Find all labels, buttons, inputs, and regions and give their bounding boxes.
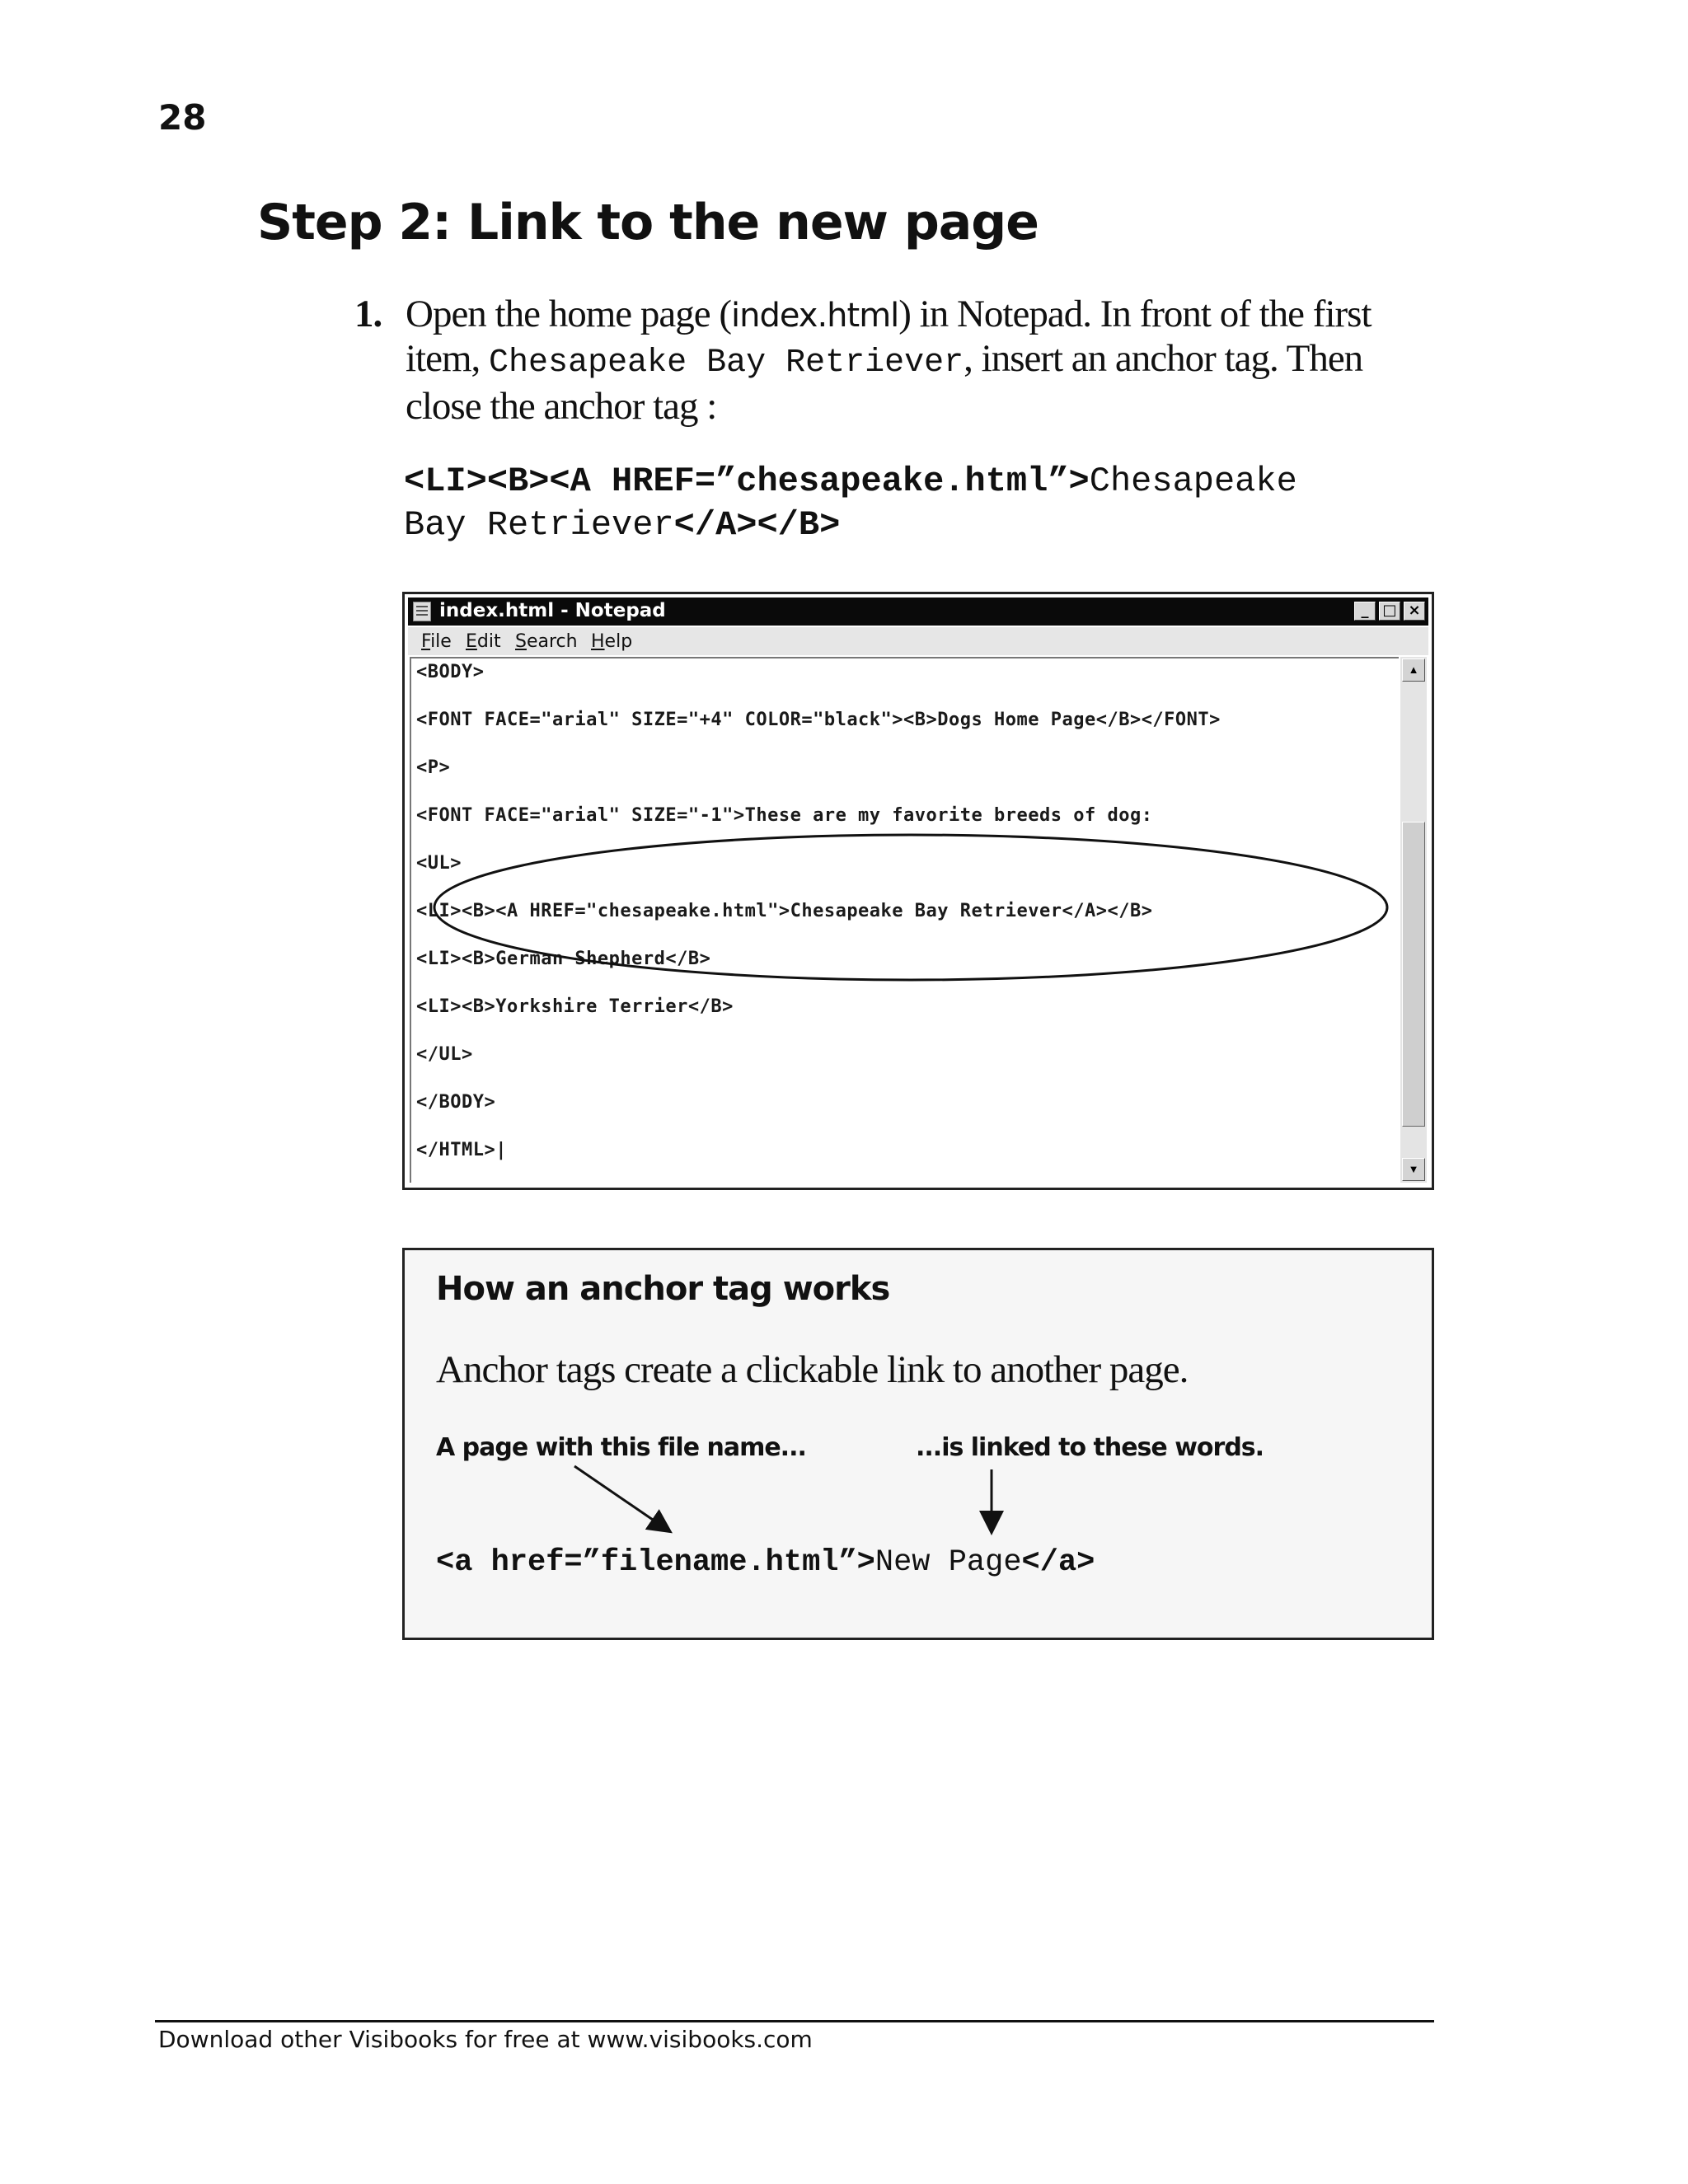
code-close-tags: </A></B> xyxy=(673,505,841,545)
step-text-part1: Open the home page ( xyxy=(406,293,732,335)
code-line: <LI><B>Yorkshire Terrier</B> xyxy=(416,996,734,1017)
step-filename: index.html xyxy=(731,297,899,335)
code-line: </BODY> xyxy=(416,1092,496,1113)
code-line: <FONT FACE="arial" SIZE="+4" COLOR="black"><B>Dogs Home Page</B></FONT> xyxy=(416,710,1221,730)
maximize-button[interactable] xyxy=(1379,602,1400,621)
minimize-icon: _ xyxy=(1361,602,1369,619)
scroll-down-button[interactable] xyxy=(1402,1158,1425,1181)
code-text-line2: Bay Retriever xyxy=(404,505,674,545)
notepad-window xyxy=(402,592,1434,1190)
footer-text: Download other Visibooks for free at www.visibooks.com xyxy=(158,2026,813,2053)
minimize-button[interactable] xyxy=(1354,602,1376,621)
menu-edit[interactable]: Edit xyxy=(466,631,501,652)
info-arrows xyxy=(405,1250,1437,1643)
step-text-part3: , insert an anchor tag. Then close the anchor tag : xyxy=(406,337,1363,428)
info-box xyxy=(402,1248,1434,1640)
info-body: Anchor tags create a clickable link to another page. xyxy=(436,1348,1189,1391)
notepad-title: index.html - Notepad xyxy=(439,600,666,621)
notepad-text-area[interactable] xyxy=(410,657,1399,1183)
code-example xyxy=(404,460,1297,547)
page-number: 28 xyxy=(158,97,207,138)
scroll-down-icon: ▼ xyxy=(1408,1163,1419,1175)
code-open-tags: <LI><B><A HREF=”chesapeake.html”> xyxy=(404,462,1090,501)
file-name-label: A page with this file name... xyxy=(436,1433,806,1462)
anchor-close-tag: </a> xyxy=(1021,1545,1095,1580)
close-button[interactable] xyxy=(1404,602,1425,621)
scroll-up-button[interactable] xyxy=(1402,658,1425,682)
step-heading: Step 2: Link to the new page xyxy=(257,194,1039,251)
code-line: <LI><B>German Shepherd</B> xyxy=(416,949,711,969)
code-line: <BODY> xyxy=(416,662,485,682)
step-text xyxy=(406,293,1444,428)
code-line: <P> xyxy=(416,757,451,778)
code-line: </HTML>| xyxy=(416,1140,507,1160)
close-icon: × xyxy=(1408,602,1421,619)
code-text-line1: Chesapeake xyxy=(1089,462,1297,501)
step-number: 1. xyxy=(354,293,382,335)
notepad-app-icon xyxy=(413,602,431,621)
vertical-scrollbar[interactable] xyxy=(1400,657,1427,1183)
footer-divider xyxy=(155,2020,1434,2022)
scroll-up-icon: ▲ xyxy=(1408,663,1419,676)
code-line: <LI><B><A HREF="chesapeake.html">Chesapeake Bay Retriever</A></B> xyxy=(416,901,1153,921)
step-text-part2: ) in Notepad. In front of the first item, xyxy=(406,293,1372,380)
arrow-to-filename xyxy=(574,1466,668,1530)
linked-words-label: ...is linked to these words. xyxy=(916,1433,1264,1462)
menu-help[interactable]: Help xyxy=(591,631,633,652)
anchor-open-tag: <a href=”filename.html”> xyxy=(436,1545,875,1580)
notepad-menu-bar xyxy=(408,627,1428,655)
code-line: </UL> xyxy=(416,1044,473,1065)
step-item-code: Chesapeake Bay Retriever xyxy=(489,344,964,382)
maximize-icon: □ xyxy=(1382,602,1397,619)
notepad-title-bar[interactable] xyxy=(408,598,1428,626)
anchor-link-text: New Page xyxy=(874,1545,1022,1580)
menu-file[interactable]: File xyxy=(421,631,452,652)
code-line: <UL> xyxy=(416,853,462,874)
scroll-thumb[interactable] xyxy=(1402,822,1425,1127)
info-heading: How an anchor tag works xyxy=(436,1270,890,1308)
code-line: <FONT FACE="arial" SIZE="-1">These are my favorite breeds of dog: xyxy=(416,805,1153,826)
anchor-code-example xyxy=(436,1545,1095,1580)
menu-search[interactable]: Search xyxy=(515,631,578,652)
